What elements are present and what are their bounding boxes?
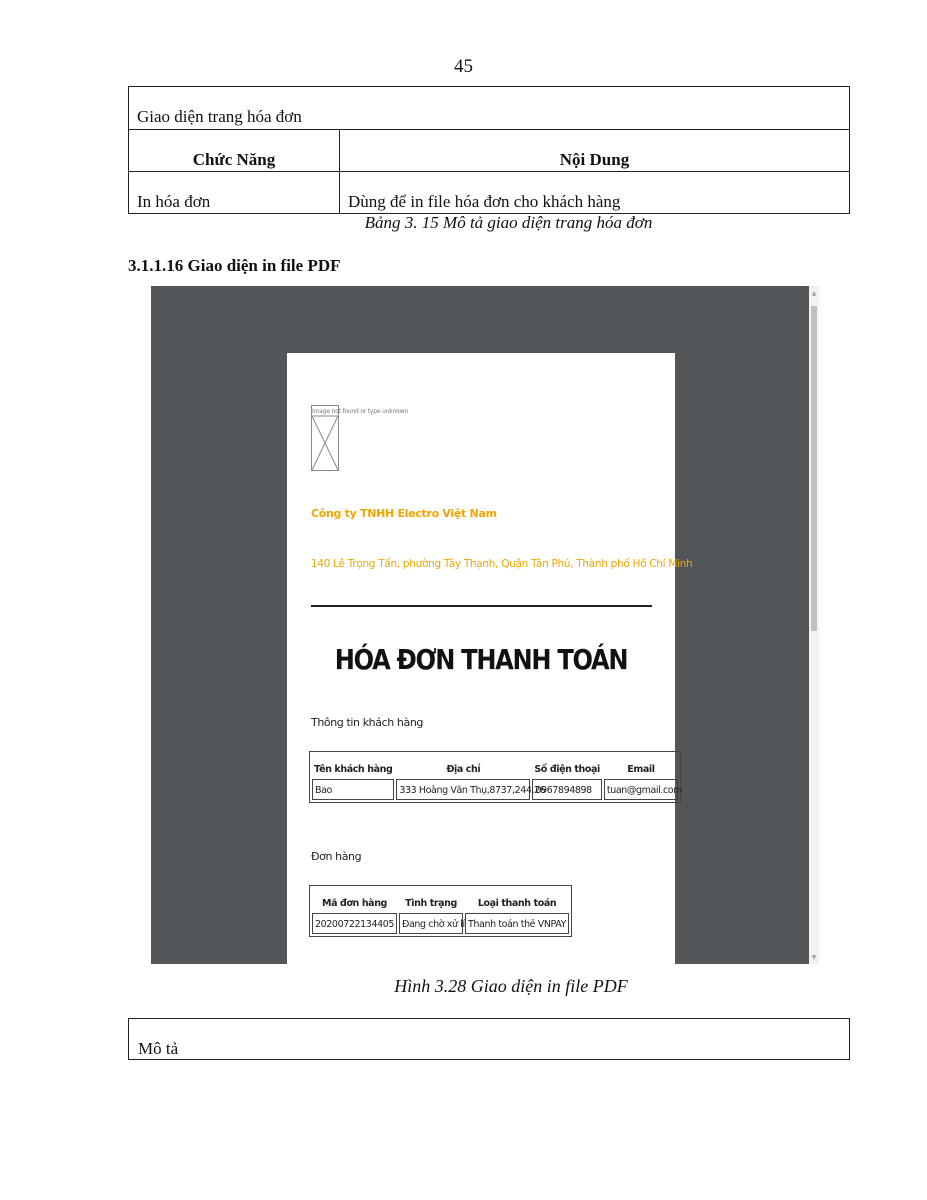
pdf-page (287, 353, 693, 993)
table-header-row (129, 130, 850, 172)
scrollbar-thumb[interactable] (811, 306, 817, 631)
email-cell: tuan@gmail.com (604, 779, 678, 800)
address-cell: 333 Hoàng Văn Thụ,8737,244,26 (396, 779, 530, 800)
cell-content: Dùng để in file hóa đơn cho khách hàng (340, 172, 850, 214)
phone-cell: 0967894898 (532, 779, 602, 800)
table-title-row (129, 87, 850, 130)
header-divider (311, 605, 652, 607)
header-function: Chức Năng (129, 130, 340, 172)
table-row (129, 172, 850, 214)
col-order-id: Mã đơn hàng (322, 898, 387, 909)
scroll-down-arrow-icon[interactable]: ▼ (811, 954, 817, 961)
col-address: Địa chỉ (446, 764, 481, 775)
table-row (312, 913, 569, 934)
figure-caption: Hình 3.28 Giao diện in file PDF (394, 976, 628, 996)
header-content: Nội Dung (340, 130, 850, 172)
table-caption: Bảng 3. 15 Mô tả giao diện trang hóa đơn (364, 213, 653, 232)
broken-image-cross (312, 416, 338, 470)
pdf-viewer-screenshot (151, 286, 819, 964)
order-heading: Đơn hàng (311, 850, 362, 863)
section-heading: 3.1.1.16 Giao diện in file PDF (128, 256, 341, 275)
customer-info-heading: Thông tin khách hàng (311, 716, 423, 729)
customer-table (309, 751, 681, 803)
col-status: Tình trạng (405, 898, 457, 909)
invoice-title: HÓA ĐƠN THANH TOÁN (334, 643, 628, 676)
interface-description-table (128, 86, 850, 214)
col-email: Email (627, 764, 655, 775)
order-table (309, 885, 572, 937)
company-address: 140 Lê Trọng Tấn, phường Tây Thạnh, Quận Tân Phú, Thành phố Hồ Chí Minh (311, 558, 693, 570)
table-title: Giao diện trang hóa đơn (129, 87, 340, 130)
order-id-cell: 20200722134405 (312, 913, 397, 934)
broken-image-text: Image not found or type unknown (312, 408, 408, 415)
scroll-up-arrow-icon[interactable]: ▲ (811, 290, 817, 297)
customer-name-cell: Bao (312, 779, 394, 800)
table-row (312, 779, 678, 800)
description-box (128, 1018, 850, 1060)
payment-type-cell: Thanh toán thẻ VNPAY (465, 913, 569, 934)
table-title-filler (340, 87, 850, 130)
customer-table-header (312, 754, 678, 777)
company-name: Công ty TNHH Electro Việt Nam (311, 507, 497, 520)
description-label: Mô tả (138, 1039, 179, 1058)
col-payment-type: Loại thanh toán (477, 898, 557, 909)
status-cell: Đang chờ xử lí (399, 913, 463, 934)
col-customer-name: Tên khách hàng (314, 764, 393, 775)
col-phone: Số điện thoại (534, 764, 600, 775)
page-number: 45 (454, 56, 473, 77)
cell-function: In hóa đơn (129, 172, 340, 214)
order-table-header (312, 888, 569, 911)
vertical-scrollbar[interactable] (809, 286, 819, 964)
